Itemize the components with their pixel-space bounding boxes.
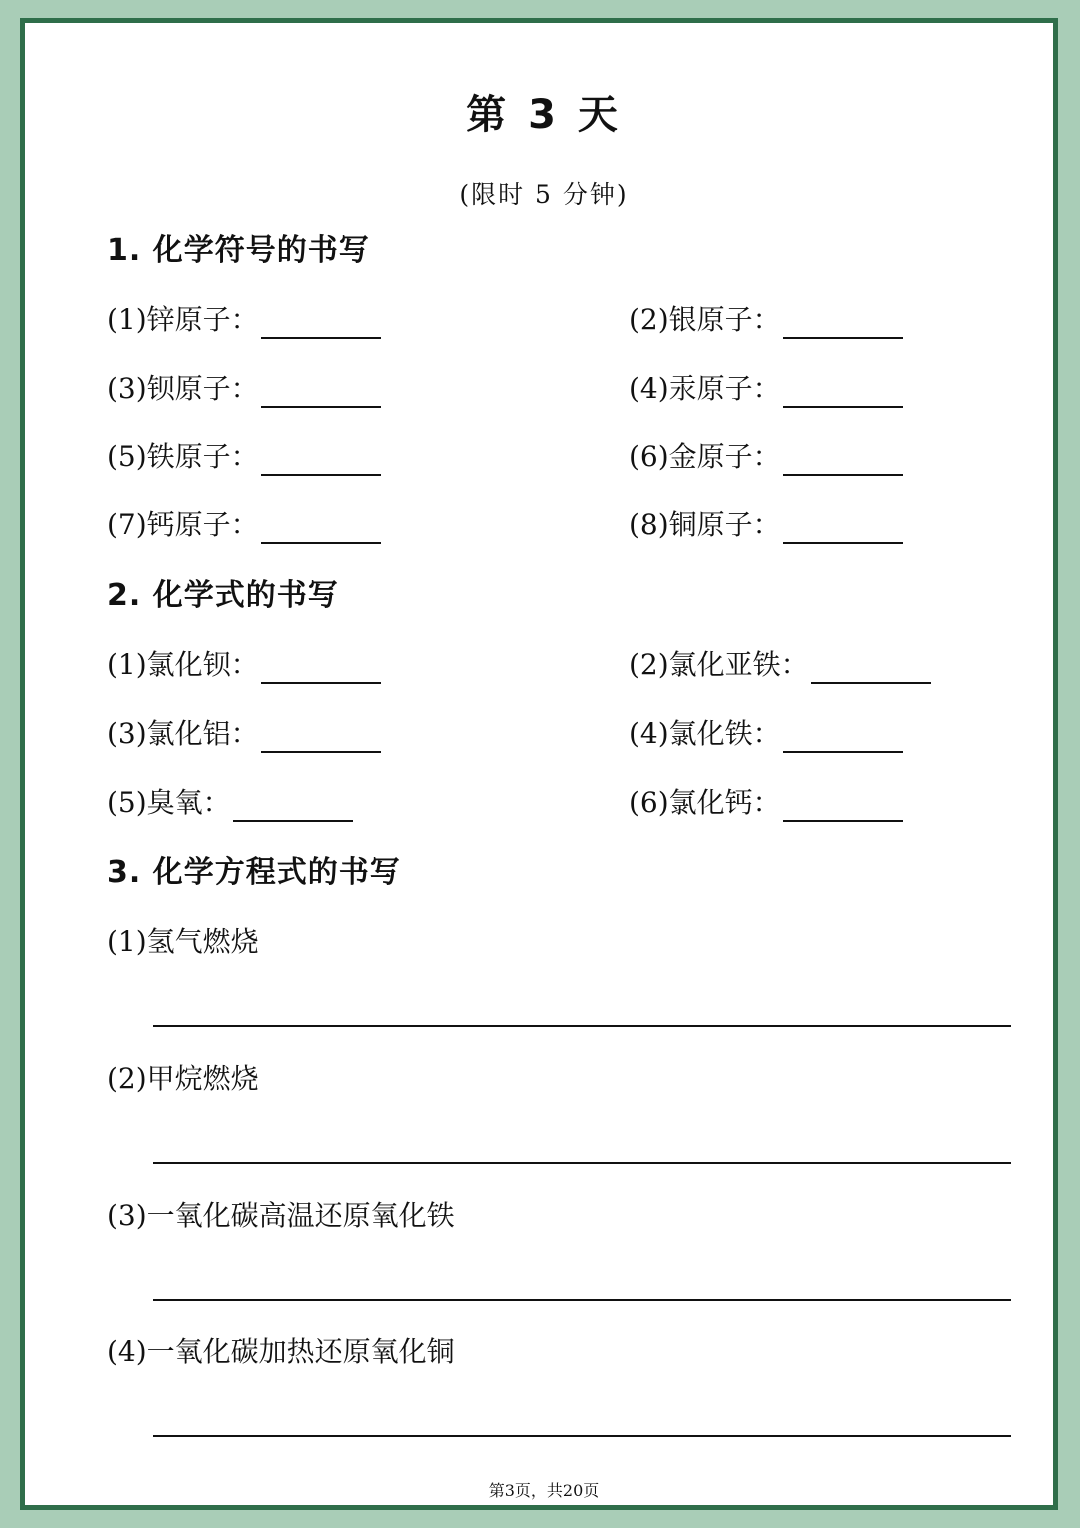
worksheet-page [20, 18, 1058, 1510]
answer-blank[interactable] [783, 790, 903, 822]
question-item [629, 506, 903, 544]
section-heading-symbols: 1. 化学符号的书写 [107, 233, 370, 268]
answer-blank[interactable] [233, 790, 353, 822]
question-item [629, 370, 903, 408]
question-item [629, 646, 931, 684]
answer-blank[interactable] [261, 307, 381, 339]
question-label: (6)金原子： [629, 440, 781, 473]
question-label: (6)氯化钙： [629, 786, 781, 819]
page-title: 第 3 天 [466, 92, 622, 138]
equation-label: (4)一氧化碳加热还原氧化铜 [107, 1335, 455, 1368]
question-item [629, 301, 903, 339]
question-label: (5)臭氧： [107, 786, 231, 819]
equation-answer-line[interactable] [153, 1162, 1011, 1164]
question-item [107, 301, 381, 339]
answer-blank[interactable] [261, 652, 381, 684]
question-item [107, 506, 381, 544]
answer-blank[interactable] [811, 652, 931, 684]
answer-blank[interactable] [783, 376, 903, 408]
question-item [107, 646, 381, 684]
answer-blank[interactable] [261, 444, 381, 476]
time-limit-note: (限时 5 分钟) [459, 180, 629, 209]
answer-blank[interactable] [783, 512, 903, 544]
equation-answer-line[interactable] [153, 1435, 1011, 1437]
question-label: (2)氯化亚铁： [629, 648, 809, 681]
question-item [107, 715, 381, 753]
question-item [629, 784, 903, 822]
question-label: (4)汞原子： [629, 372, 781, 405]
section-heading-formulas: 2. 化学式的书写 [107, 578, 339, 613]
question-item [107, 784, 353, 822]
question-label: (1)锌原子： [107, 303, 259, 336]
question-label: (5)铁原子： [107, 440, 259, 473]
equation-answer-line[interactable] [153, 1299, 1011, 1301]
answer-blank[interactable] [783, 444, 903, 476]
question-label: (3)钡原子： [107, 372, 259, 405]
equation-label: (1)氢气燃烧 [107, 925, 259, 958]
question-item [629, 438, 903, 476]
question-item [629, 715, 903, 753]
answer-blank[interactable] [261, 721, 381, 753]
question-label: (3)氯化铝： [107, 717, 259, 750]
equation-label: (3)一氧化碳高温还原氧化铁 [107, 1199, 455, 1232]
answer-blank[interactable] [261, 512, 381, 544]
answer-blank[interactable] [783, 307, 903, 339]
question-label: (1)氯化钡： [107, 648, 259, 681]
question-label: (8)铜原子： [629, 508, 781, 541]
answer-blank[interactable] [261, 376, 381, 408]
question-label: (4)氯化铁： [629, 717, 781, 750]
question-item [107, 438, 381, 476]
question-label: (7)钙原子： [107, 508, 259, 541]
question-label: (2)银原子： [629, 303, 781, 336]
section-heading-equations: 3. 化学方程式的书写 [107, 855, 401, 890]
question-item [107, 370, 381, 408]
answer-blank[interactable] [783, 721, 903, 753]
page-footer: 第3页，共20页 [488, 1481, 600, 1500]
equation-label: (2)甲烷燃烧 [107, 1062, 259, 1095]
equation-answer-line[interactable] [153, 1025, 1011, 1027]
